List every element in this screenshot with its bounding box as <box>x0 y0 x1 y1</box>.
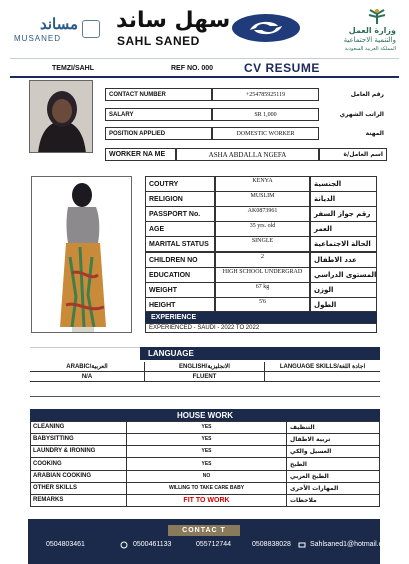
email-link[interactable]: Sahlsaned1@hotmail.com <box>310 541 392 548</box>
house-work-value: YES <box>126 445 286 458</box>
phone-4[interactable]: 0508838028 <box>252 541 291 548</box>
full-body-icon <box>32 177 132 333</box>
house-work-arabic: الطبخ <box>286 458 380 471</box>
language-val-arabic: N/A <box>30 372 144 382</box>
house-work-label: COOKING <box>30 458 126 471</box>
sahl-arabic-text: سهل ساند <box>116 8 231 33</box>
ministry-logo <box>318 8 398 50</box>
phone-2[interactable]: 0500461133 <box>133 541 172 548</box>
house-work-label: CLEANING <box>30 421 126 434</box>
detail-label: WEIGHT <box>145 282 215 298</box>
detail-arabic: المستوى الدراسي <box>310 267 377 283</box>
detail-value: 2 <box>215 252 310 268</box>
header-rule-top <box>10 58 399 59</box>
detail-value: 67 kg <box>215 282 310 298</box>
house-work-value: YES <box>126 433 286 446</box>
salary-label: SALARY <box>105 108 212 121</box>
ministry-line-1: وزارة العمل <box>348 26 396 35</box>
phone-1[interactable]: 0504803461 <box>46 541 85 548</box>
detail-label: HEIGHT <box>145 297 215 313</box>
language-col-english: ENGLISH/الانجليزية <box>144 362 264 372</box>
position-applied-value: DOMESTIC WORKER <box>212 127 319 140</box>
portrait-photo <box>29 80 93 153</box>
detail-arabic: عدد الاطفال <box>310 252 377 268</box>
house-work-arabic: المهارات الأخرى <box>286 482 380 495</box>
full-body-photo <box>31 176 132 333</box>
house-work-label: BABYSITTING <box>30 433 126 446</box>
cv-resume-title: CV RESUME <box>244 61 320 75</box>
language-bottom-line <box>30 396 380 397</box>
language-col-arabic: ARABIC/العربية <box>30 362 144 372</box>
house-work-arabic: الطبخ العربي <box>286 470 380 483</box>
phone-3[interactable]: 055712744 <box>196 541 232 548</box>
detail-value: 5'6 <box>215 297 310 313</box>
detail-label: EDUCATION <box>145 267 215 283</box>
musaned-logo-mark <box>82 20 100 38</box>
house-work-value: YES <box>126 458 286 471</box>
salary-value: SR 1,000 <box>212 108 319 121</box>
email-icon <box>298 541 306 549</box>
house-work-label: ARABIAN COOKING <box>30 470 126 483</box>
contact-number-label: CONTACT NUMBER <box>105 88 212 101</box>
portrait-icon <box>30 81 93 153</box>
house-work-label: REMARKS <box>30 494 126 507</box>
header-rule-bottom <box>10 76 399 78</box>
position-applied-label: POSITION APPLIED <box>105 127 212 140</box>
sahl-logo-icon <box>230 12 302 44</box>
language-val-english: FLUENT <box>144 372 264 382</box>
contact-label: CONTAC T <box>168 525 240 536</box>
sahl-english-text: SAHL SANED <box>117 34 200 48</box>
house-work-value: NO <box>126 470 286 483</box>
detail-label: RELIGION <box>145 191 215 207</box>
ministry-line-2: والتنمية الاجتماعية <box>343 36 396 44</box>
detail-value: SINGLE <box>215 236 310 252</box>
detail-value: KENYA <box>215 176 310 192</box>
detail-arabic: الحالة الاجتماعية <box>310 236 377 252</box>
house-work-value: YES <box>126 421 286 434</box>
experience-text: EXPERIENCED - SAUDI - 2022 TO 2022 <box>145 323 377 333</box>
salary-ar: الراتب الشهري <box>339 111 384 118</box>
detail-label: MARITAL STATUS <box>145 236 215 252</box>
detail-value: HIGH SCHOOL UNDERGRAD <box>215 267 310 283</box>
detail-label: AGE <box>145 221 215 237</box>
worker-name-value: ASHA ABDALLA NGEFA <box>176 148 319 161</box>
ref-left-label: TEMZI/SAHL <box>52 65 94 72</box>
house-work-bar: HOUSE WORK <box>30 409 380 421</box>
position-applied-ar: المهنة <box>365 130 384 137</box>
ministry-line-3: المملكة العربية السعودية <box>344 46 396 52</box>
detail-value: AK0873961 <box>215 206 310 222</box>
detail-value: 35 yrs. old <box>215 221 310 237</box>
house-work-value: FIT TO WORK <box>126 494 286 507</box>
house-work-arabic: التنظيف <box>286 421 380 434</box>
detail-label: COUTRY <box>145 176 215 192</box>
phone-icon <box>120 541 128 549</box>
ref-number-label: REF NO. 000 <box>171 65 214 72</box>
sahl-saned-logo <box>114 8 304 48</box>
musaned-english-text: MUSANED <box>14 34 62 43</box>
detail-label: CHILDREN NO <box>145 252 215 268</box>
detail-arabic: الوزن <box>310 282 377 298</box>
detail-arabic: الديانة <box>310 191 377 207</box>
contact-number-ar: رقم العامل <box>350 91 384 98</box>
detail-arabic: الجنسية <box>310 176 377 192</box>
house-work-arabic: ملاحظات <box>286 494 380 507</box>
detail-label: PASSPORT No. <box>145 206 215 222</box>
musaned-arabic-text: مساند <box>39 16 78 33</box>
house-work-label: LAUNDRY & IRONING <box>30 445 126 458</box>
language-bar-left <box>30 347 140 360</box>
palm-emblem-icon <box>366 8 388 26</box>
detail-arabic: الطول <box>310 297 377 313</box>
detail-arabic: العمر <box>310 221 377 237</box>
language-val-skills <box>264 372 380 382</box>
house-work-label: OTHER SKILLS <box>30 482 126 495</box>
worker-name-ar: اسم العامل/ة <box>319 148 387 161</box>
language-bar: LANGUAGE <box>140 347 380 360</box>
house-work-arabic: تربية الاطفال <box>286 433 380 446</box>
house-work-arabic: الغسيل والكي <box>286 445 380 458</box>
house-work-value: WILLING TO TAKE CARE BABY <box>126 482 286 495</box>
worker-name-label: WORKER NA ME <box>105 148 176 161</box>
contact-number-value: +254785925119 <box>212 88 319 101</box>
detail-value: MUSLIM <box>215 191 310 207</box>
musaned-logo <box>12 12 104 46</box>
experience-bar: EXPERIENCE <box>145 312 377 323</box>
detail-arabic: رقم جواز السفر <box>310 206 377 222</box>
language-col-skills: LANGUAGE SKILLS/اجادة اللغة <box>264 362 380 372</box>
